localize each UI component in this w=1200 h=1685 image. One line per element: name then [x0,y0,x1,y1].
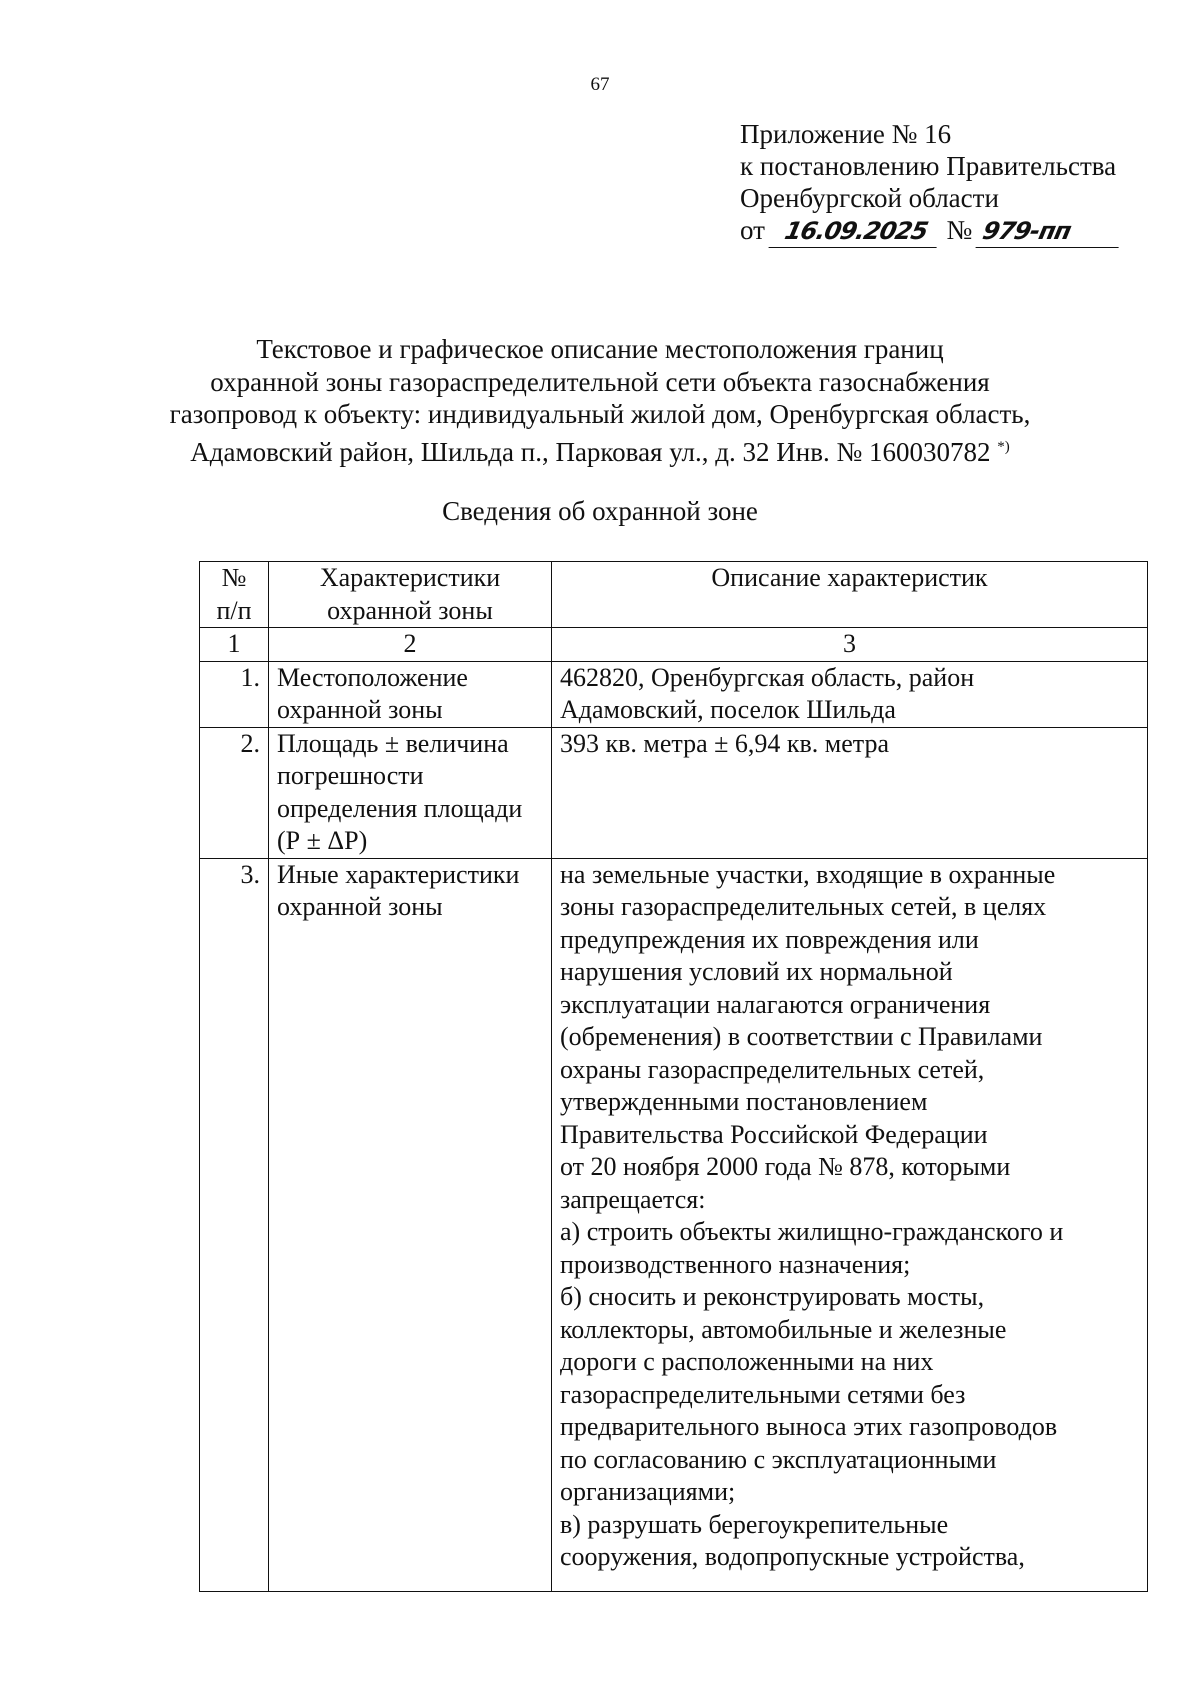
handwritten-date: 16.09.2025 [768,215,943,248]
column-number-3: 3 [552,628,1148,662]
text-line: от 20 ноября 2000 года № 878, которыми [560,1152,1011,1181]
from-label: от [740,215,765,245]
text-line: газораспределительными сетями без [560,1379,966,1409]
text-line: в) разрушать берегоукрепительные [560,1509,949,1539]
text-line: (Р ± ΔР) [277,826,368,855]
text-line: охранной зоны [277,892,443,921]
row-characteristic [269,858,552,1591]
text-line: утвержденными постановлением [560,1087,928,1116]
table-row [200,727,1148,858]
text-line: запрещается: [560,1184,706,1214]
row-description [552,727,1148,858]
text-line: Иные характеристики [277,859,520,889]
appendix-date-line [740,214,1122,248]
header-description: Описание характеристик [552,562,1148,628]
header-number-line-2: п/п [216,595,252,625]
text-line: Адамовский, поселок Шильда [560,695,896,724]
text-line: нарушения условий их нормальной [560,957,953,986]
text-line: дороги с расположенными на них [560,1347,934,1376]
title-line-1: Текстовое и графическое описание местоположения границ [256,334,944,364]
column-number-2: 2 [269,628,552,662]
text-line: предупреждения их повреждения или [560,924,979,954]
header-characteristics [269,562,552,628]
text-line: охранной зоны [277,695,443,724]
text-line: по согласованию с эксплуатационными [560,1444,997,1474]
header-number [200,562,269,628]
text-line: производственного назначения; [560,1249,911,1279]
page-number: 67 [590,74,610,95]
title-line-4-text: Адамовский район, Шильда п., Парковая ул., д. 32 Инв. № 160030782 [190,436,991,467]
text-line: погрешности [277,761,424,790]
title-line-4 [0,431,1200,469]
text-line: на земельные участки, входящие в охранные [560,859,1056,889]
table-row [200,661,1148,727]
handwritten-number: 979-пп [975,215,1125,248]
text-line: б) сносить и реконструировать мосты, [560,1282,985,1311]
row-characteristic [269,727,552,858]
row-description [552,661,1148,727]
text-line: эксплуатации налагаются ограничения [560,989,991,1019]
text-line: (обременения) в соответствии с Правилами [560,1022,1043,1051]
row-characteristic [269,661,552,727]
section-subtitle: Сведения об охранной зоне [442,496,758,526]
table-header-row [200,562,1148,628]
title-line-3: газопровод к объекту: индивидуальный жилой дом, Оренбургская область, [169,399,1031,429]
row-number: 2. [200,727,269,858]
appendix-title: Приложение № 16 [740,119,952,149]
protection-zone-table [199,561,1148,1592]
number-label: № [946,215,973,245]
header-number-line-1: № [221,563,247,592]
title-line-2: охранной зоны газораспределительной сети объекта газоснабжения [210,366,990,397]
text-line: Площадь ± величина [277,728,509,758]
document-title [0,333,1200,468]
appendix-resolution: к постановлению Правительства [740,151,1117,181]
column-numbering-row [200,628,1148,662]
row-number: 1. [200,661,269,727]
header-characteristics-line-1: Характеристики [319,563,501,592]
text-line: Местоположение [277,662,468,692]
text-line: Правительства Российской Федерации [560,1119,988,1149]
header-characteristics-line-2: охранной зоны [327,595,493,625]
text-line: а) строить объекты жилищно-гражданского и [560,1217,1064,1246]
text-line: 462820, Оренбургская область, район [560,662,975,692]
text-line: зоны газораспределительных сетей, в целях [560,892,1047,921]
appendix-region: Оренбургской области [740,183,999,213]
text-line: 393 кв. метра ± 6,94 кв. метра [560,728,890,758]
row-description [552,858,1148,1591]
column-number-1: 1 [200,628,269,662]
text-line: охраны газораспределительных сетей, [560,1054,985,1084]
text-line: организациями; [560,1477,736,1506]
table-row [200,858,1148,1591]
footnote-mark: *) [997,438,1010,455]
text-line: определения площади [277,793,523,823]
text-line: коллекторы, автомобильные и железные [560,1314,1007,1344]
text-line: сооружения, водопропускные устройства, [560,1542,1025,1571]
row-number: 3. [200,858,269,1591]
text-line: предварительного выноса этих газопроводов [560,1412,1058,1441]
appendix-block [740,118,1122,248]
